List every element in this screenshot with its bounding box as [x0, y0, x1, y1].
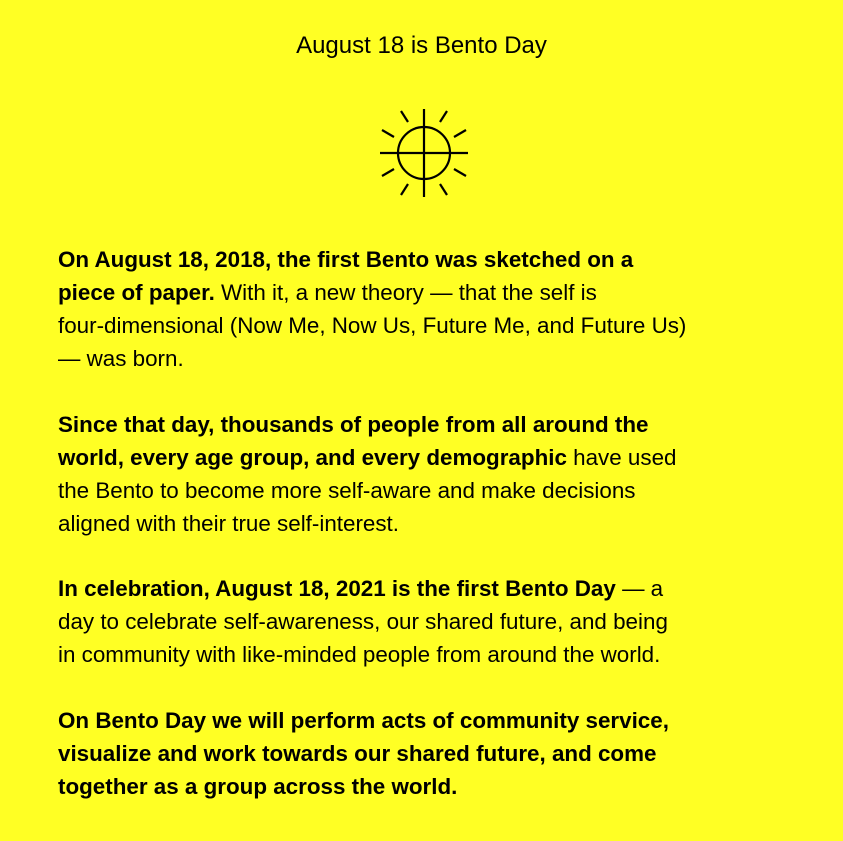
regular-text: four-dimensional (Now Me, Now Us, Future Me, and Future Us) — [58, 313, 687, 338]
regular-text: day to celebrate self-awareness, our shared future, and being — [58, 609, 668, 634]
bold-text: together as a group across the world. — [58, 773, 458, 799]
regular-text: With it, a new theory — that the self is — [214, 280, 597, 305]
paragraph-first-bento — [58, 243, 798, 375]
text-line — [58, 774, 457, 799]
paragraph-celebration — [58, 572, 798, 671]
regular-text: the Bento to become more self-aware and make decisions — [58, 477, 636, 503]
bold-text: piece of paper. — [58, 280, 215, 305]
bold-text: visualize and work towards our shared future, and come — [58, 740, 657, 766]
text-line — [58, 576, 663, 601]
text-line — [58, 412, 649, 437]
text-line — [58, 708, 669, 733]
text-line — [58, 511, 399, 536]
text-line — [58, 280, 597, 305]
announcement-body — [58, 243, 798, 803]
text-line — [58, 247, 633, 272]
regular-text: aligned with their true self-interest. — [58, 510, 399, 536]
text-line — [58, 642, 660, 667]
sun-compass-icon — [376, 105, 472, 201]
bold-text: On August 18, 2018, the first Bento was sketched on a — [58, 247, 634, 272]
bold-text: Since that day, thousands of people from all around the — [58, 411, 649, 437]
text-line — [58, 478, 636, 503]
bold-text: world, every age group, and every demographic — [58, 444, 567, 470]
text-line — [58, 346, 184, 371]
text-line — [58, 609, 668, 634]
paragraph-bento-day-plans — [58, 704, 798, 803]
page-title: August 18 is Bento Day — [296, 32, 547, 59]
bold-text: In celebration, August 18, 2021 is the first Bento Day — [58, 576, 616, 601]
regular-text: — a — [615, 576, 664, 601]
paragraph-since-that-day — [58, 408, 798, 540]
regular-text: — was born. — [58, 346, 184, 371]
regular-text: in community with like-minded people from around the world. — [58, 642, 661, 667]
text-line — [58, 313, 686, 338]
text-line — [58, 741, 656, 766]
regular-text: have used — [566, 444, 677, 470]
bold-text: On Bento Day we will perform acts of community service, — [58, 707, 669, 733]
text-line — [58, 445, 676, 470]
